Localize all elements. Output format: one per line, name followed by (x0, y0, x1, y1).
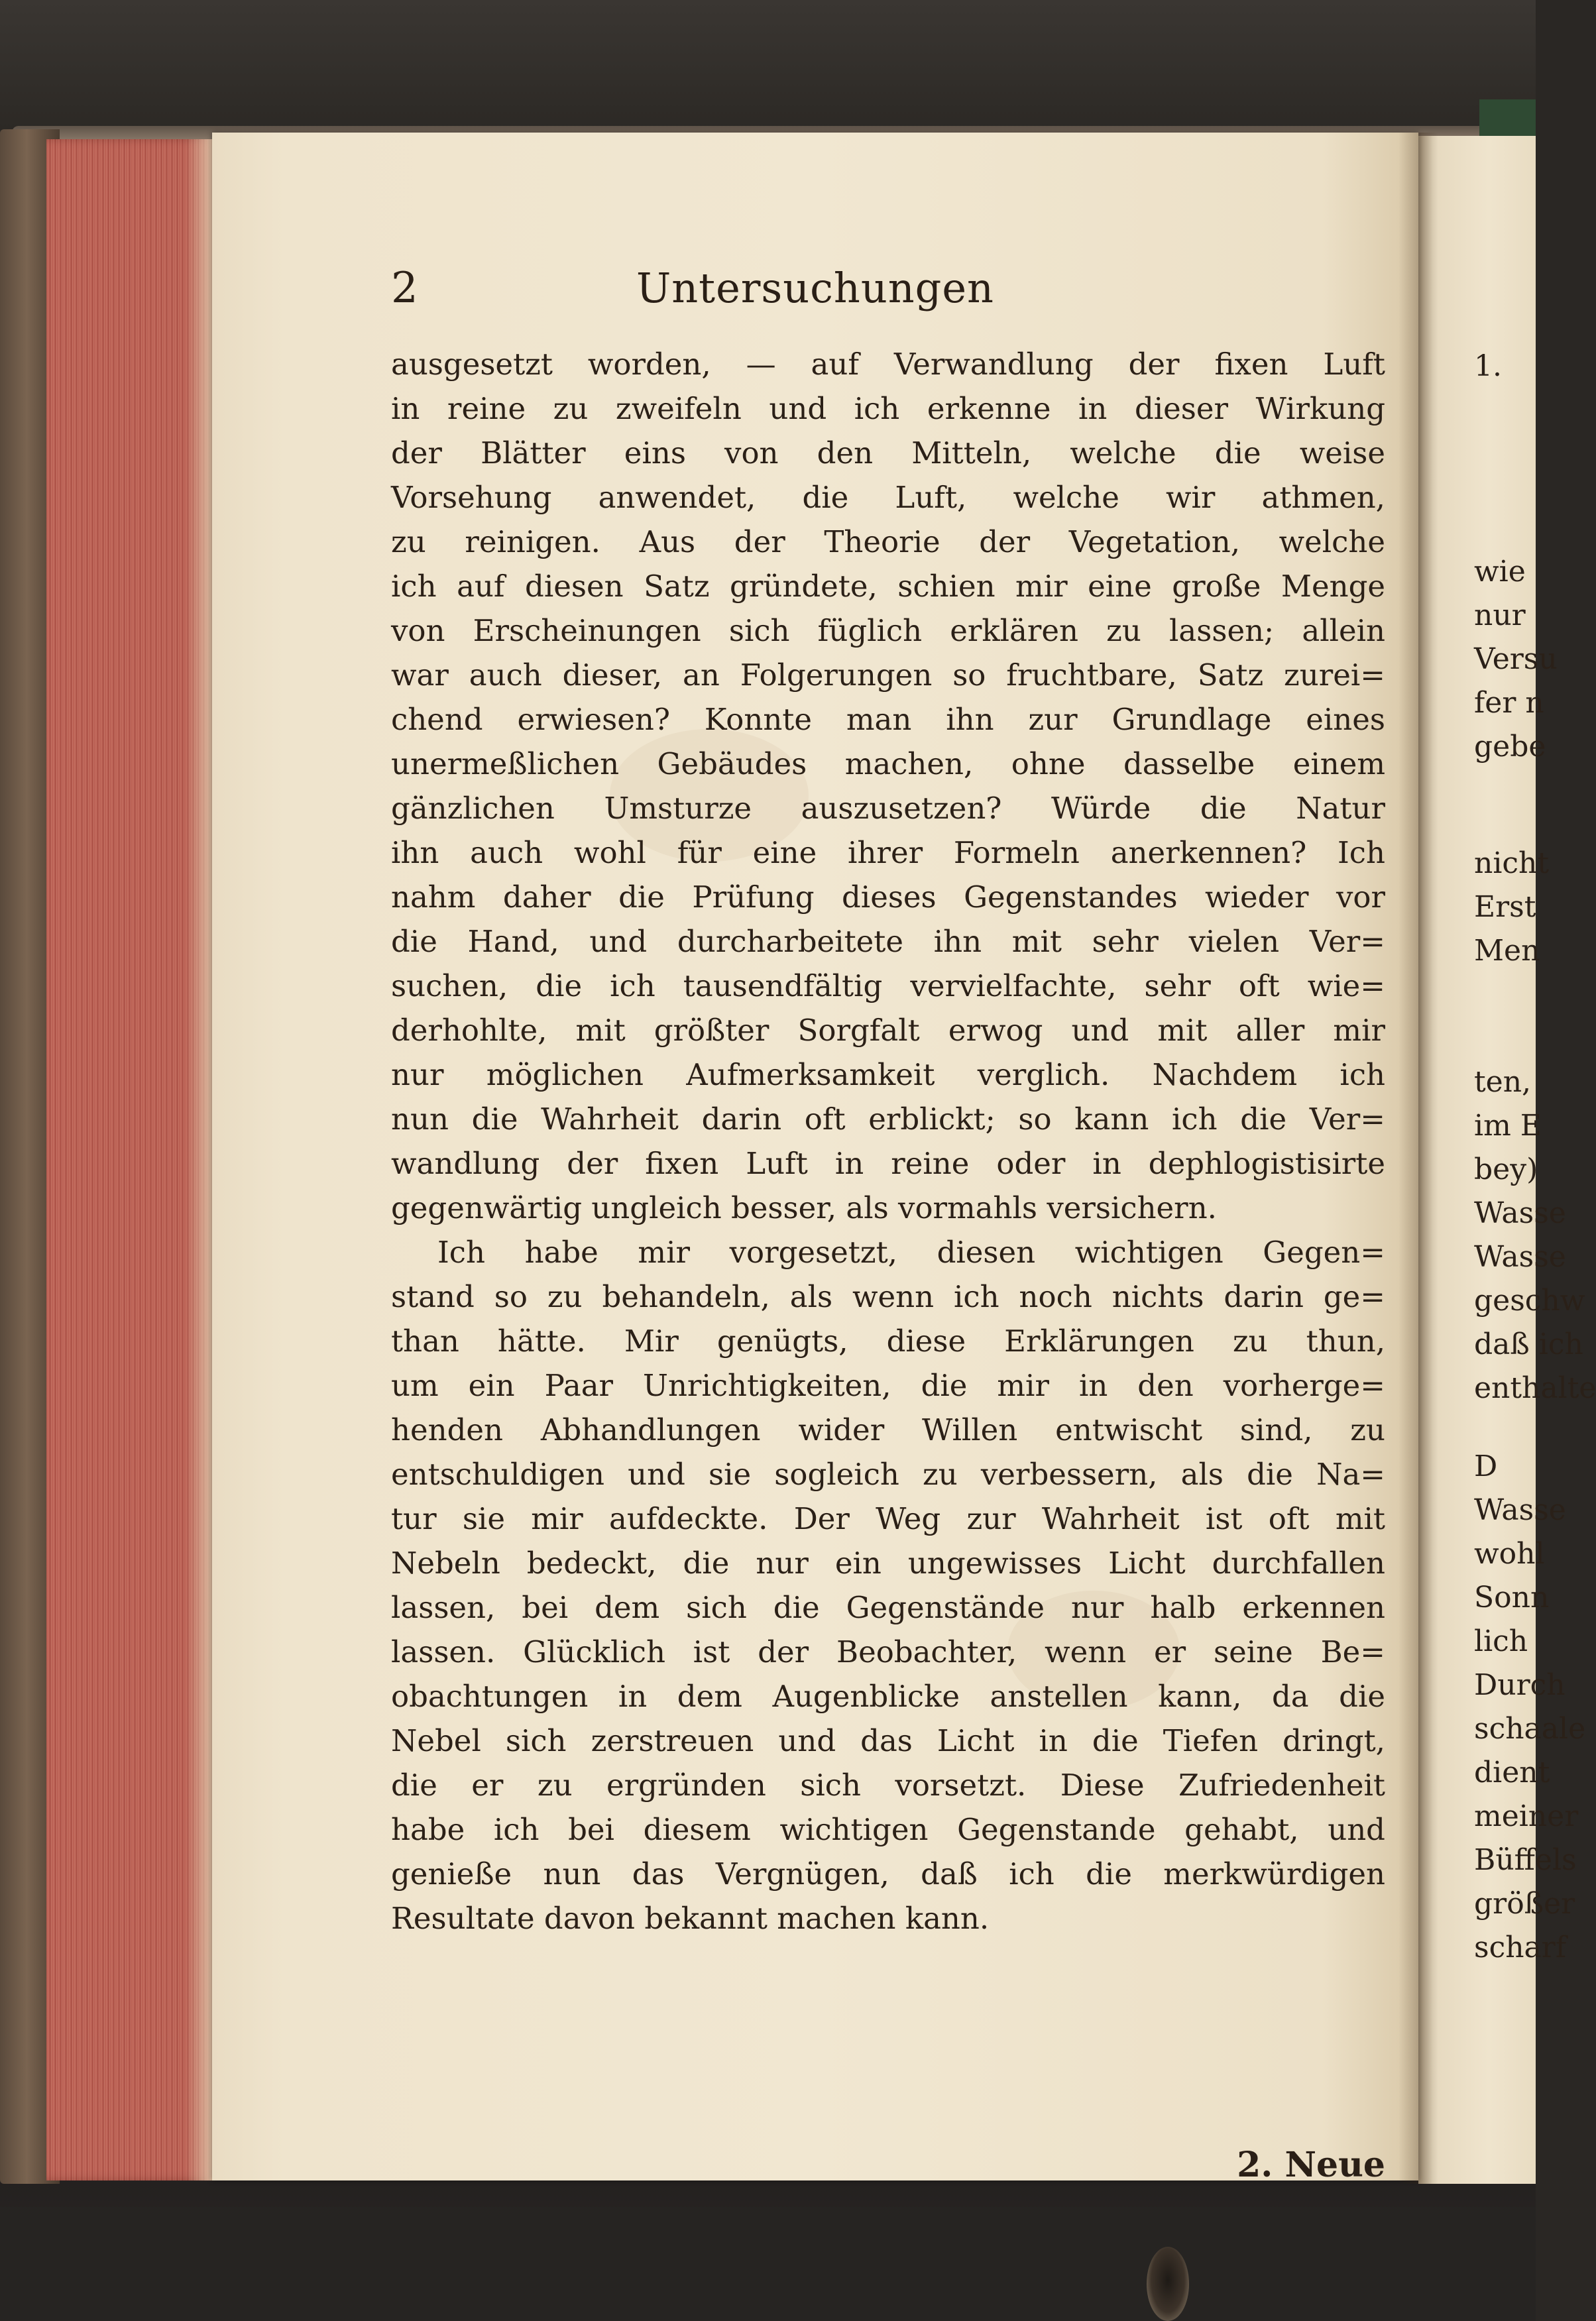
facing-fragment: Wasse (1474, 1196, 1566, 1230)
facing-fragment: nur (1474, 598, 1526, 632)
body-text (391, 342, 1385, 1941)
facing-fragment: meiner (1474, 1799, 1579, 1833)
facing-fragment: scharf (1474, 1931, 1567, 1964)
facing-fragment: Wasse (1474, 1240, 1566, 1274)
facing-fragment: Büffels (1474, 1843, 1577, 1877)
text-line: lassen, bei dem sich die Gegenstände nur halb erkennen (391, 1590, 1385, 1625)
catchword: 2. Neue (1237, 2145, 1385, 2185)
text-line: Nebel sich zerstreuen und das Licht in die Tiefen dringt, (391, 1723, 1385, 1758)
facing-fragment: Sonn (1474, 1581, 1550, 1614)
facing-fragment: enthalte (1474, 1371, 1596, 1405)
text-line: von Erscheinungen sich füglich erklären zu lassen; allein (391, 613, 1385, 648)
paper-hole (1147, 2247, 1189, 2321)
facing-fragment: gebe (1474, 730, 1546, 764)
text-line: obachtungen in dem Augenblicke anstellen kann, da die (391, 1679, 1385, 1714)
text-line: unermeßlichen Gebäudes machen, ohne dasselbe einem (391, 746, 1385, 781)
text-line: habe ich bei diesem wichtigen Gegenstande gehabt, und (391, 1812, 1385, 1847)
facing-fragment: dient (1474, 1756, 1550, 1789)
text-line: in reine zu zweifeln und ich erkenne in dieser Wirkung (391, 391, 1385, 426)
text-line: Nebeln bedeckt, die nur ein ungewisses Licht durchfallen (391, 1546, 1385, 1581)
facing-fragment: fer n (1474, 686, 1544, 720)
text-line: entschuldigen und sie sogleich zu verbessern, als die Na= (391, 1457, 1385, 1492)
text-line: chend erwiesen? Konnte man ihn zur Grundlage eines (391, 702, 1385, 737)
text-line: derhohlte, mit größter Sorgfalt erwog und mit aller mir (391, 1013, 1385, 1048)
text-line: gegenwärtig ungleich besser, als vormahls versichern. (391, 1190, 1217, 1225)
facing-fragment: 1. (1474, 349, 1502, 383)
text-line: ausgesetzt worden, — auf Verwandlung der fixen Luft (391, 347, 1385, 382)
text-line: die Hand, und durcharbeitete ihn mit sehr vielen Ver= (391, 924, 1385, 959)
text-line: lassen. Glücklich ist der Beobachter, wenn er seine Be= (391, 1634, 1385, 1670)
main-page (212, 133, 1418, 2185)
facing-fragment: wie (1474, 555, 1526, 589)
facing-fragment: schaale (1474, 1712, 1586, 1746)
text-line: nahm daher die Prüfung dieses Gegenstandes wieder vor (391, 879, 1385, 915)
facing-fragment: D (1474, 1449, 1498, 1483)
text-line: um ein Paar Unrichtigkeiten, die mir in den vorherge= (391, 1368, 1385, 1403)
text-line: der Blätter eins von den Mitteln, welche die weise (391, 435, 1385, 471)
facing-fragment: lich (1474, 1624, 1528, 1658)
text-line: than hätte. Mir genügts, diese Erklärungen zu thun, (391, 1324, 1385, 1359)
facing-fragment: bey) (1474, 1153, 1538, 1186)
text-line: tur sie mir aufdeckte. Der Weg zur Wahrheit ist oft mit (391, 1501, 1385, 1536)
facing-fragment: Erst (1474, 890, 1536, 924)
table-surface (0, 2207, 1536, 2321)
text-line: henden Abhandlungen wider Willen entwischt sind, zu (391, 1412, 1385, 1447)
facing-fragment: Durch (1474, 1668, 1566, 1702)
running-head: Untersuchungen (636, 264, 994, 312)
text-line: nun die Wahrheit darin oft erblickt; so kann ich die Ver= (391, 1102, 1385, 1137)
facing-page-text (1473, 0, 1596, 2321)
text-line: Vorsehung anwendet, die Luft, welche wir athmen, (391, 480, 1385, 515)
book-gutter-shadow (1398, 133, 1438, 2184)
facing-fragment: wohl (1474, 1537, 1545, 1571)
text-line: Ich habe mir vorgesetzt, diesen wichtigen Gegen= (437, 1235, 1385, 1270)
facing-fragment: nicht (1474, 846, 1550, 880)
facing-fragment: größer (1474, 1887, 1575, 1921)
text-line: wandlung der fixen Luft in reine oder in dephlogistisirte (391, 1146, 1385, 1181)
facing-fragment: ten, (1474, 1065, 1532, 1099)
facing-fragment: Wasse (1474, 1493, 1566, 1527)
text-line: genieße nun das Vergnügen, daß ich die merkwürdigen (391, 1856, 1385, 1892)
facing-fragment: geschw (1474, 1284, 1585, 1318)
red-page-edges (46, 139, 219, 2180)
text-line: die er zu ergründen sich vorsetzt. Diese Zufriedenheit (391, 1768, 1385, 1803)
text-line: gänzlichen Umsturze auszusetzen? Würde die Natur (391, 791, 1385, 826)
text-line: nur möglichen Aufmerksamkeit verglich. Nachdem ich (391, 1057, 1385, 1092)
text-line: suchen, die ich tausendfältig vervielfachte, sehr oft wie= (391, 968, 1385, 1003)
facing-fragment: daß ich (1474, 1328, 1583, 1361)
text-line: war auch dieser, an Folgerungen so fruchtbare, Satz zurei= (391, 657, 1385, 693)
text-line: Resultate davon bekannt machen kann. (391, 1901, 990, 1936)
text-line: stand so zu behandeln, als wenn ich noch nichts darin ge= (391, 1279, 1385, 1314)
page-number: 2 (391, 264, 418, 313)
facing-fragment: im E (1474, 1109, 1542, 1143)
page-header (212, 258, 1418, 318)
text-line: zu reinigen. Aus der Theorie der Vegetation, welche (391, 524, 1385, 559)
facing-fragment: Versu (1474, 642, 1558, 676)
facing-fragment: Men (1474, 934, 1540, 968)
text-line: ich auf diesen Satz gründete, schien mir eine große Menge (391, 569, 1385, 604)
text-line: ihn auch wohl für eine ihrer Formeln anerkennen? Ich (391, 835, 1385, 870)
